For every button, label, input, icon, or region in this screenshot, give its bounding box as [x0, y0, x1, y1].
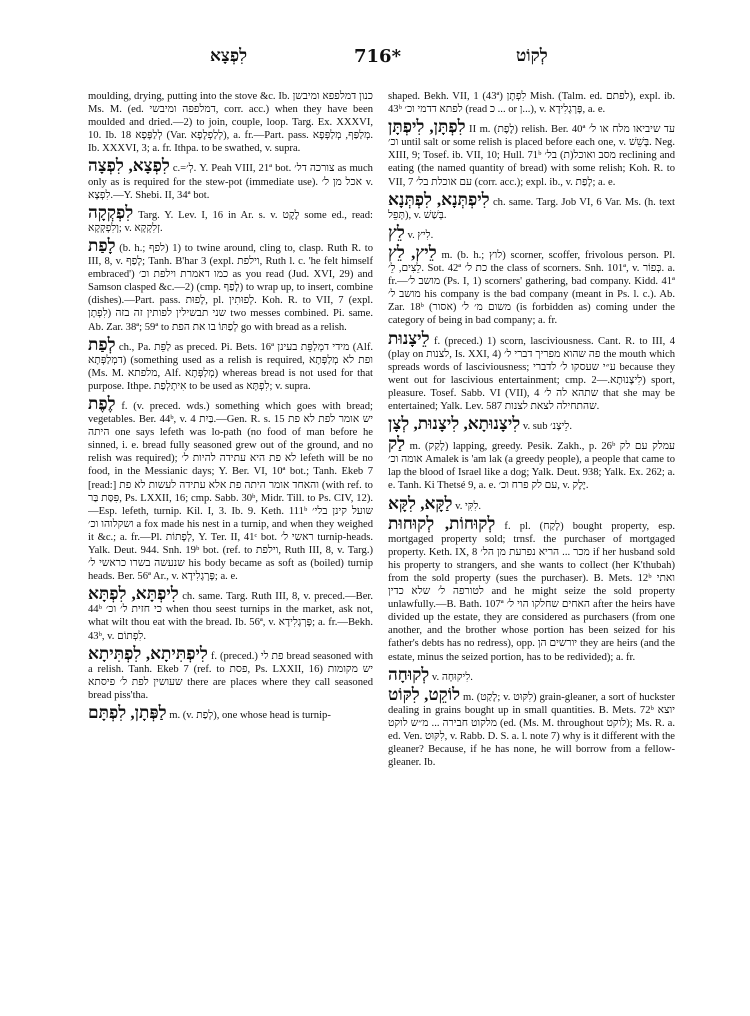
entry-headword: לַקָּא, לִקָּא — [388, 493, 453, 513]
dictionary-entry — [388, 666, 675, 684]
entry-headword: לְפַת — [88, 334, 116, 354]
entry-headword: לְקוּחָה — [388, 664, 430, 684]
entry-text: c.=לְ׳. Y. Peah VIII, 21ª bot. צורכה דל׳ as much only as is required for the stew-pot (immediate use). אכל מן ל׳ v. לִפְצָא.—Y. Shebi. II, 34ª bot. — [88, 163, 373, 201]
entry-headword: לִפְצָא, לִפְצָה — [88, 156, 170, 176]
dictionary-entry — [388, 224, 675, 242]
entry-headword: לְקוּחוֹת, לְקוּחוּת — [388, 513, 496, 533]
entry-headword: לֶפֶת — [88, 393, 116, 413]
entry-text: ch. same. Targ. Job VI, 6 Var. Ms. (h. text תָּפֵל), v. בְּשַׁשׁ. — [388, 196, 675, 221]
entry-text: v. לִקִּי. — [455, 500, 482, 512]
entry-text: shaped. Bekh. VII, 1 (43ª) לִפְתָן Mish. (Talm. ed. לפתם), expl. ib. 43ᵇ לפתא דדמי וכ׳ (read ‎כ ... or ‎ן...), v. פָּרְגָלִידָא, a. e. — [388, 91, 675, 116]
dictionary-entry — [88, 90, 373, 155]
dictionary-entry — [388, 686, 675, 770]
entry-headword: לִיצָנוּתָא, לִיצָנוּת, לְצָן — [388, 414, 521, 434]
entry-headword: לִיפְתָּא, לִפְתָּא — [88, 584, 179, 604]
entry-headword: לִיפְתְּנָא, לִפְתְּנָא — [388, 189, 490, 209]
entry-headword: לִפְקְקָה — [88, 202, 134, 222]
entry-headword: לֵיץ, לֵץ — [388, 242, 437, 262]
entry-text: f. (preced.) פת לי bread seasoned with a relish. Tanh. Ekeb 7 (ref. to פסת, Ps. LXXII, 16) יש מקומות שעושין לפת ל׳ פיסתא there are places where they call seasoned bread piss'tha. — [88, 650, 373, 701]
entry-text: II m. (לֶפֶת) relish. Ber. 40ª עד שיביאו מלח או ל׳ וכ׳ until salt or some relish is placed before each one, v. בָּשֵׁשׁ. Neg. XIII, 9; Tosef. ib. VII, 10; Hull. 71ᵇ מסב ואוכל(ת) בל׳ reclining and eating (the named quantity of bread) with some relish; Koh. R. to VII, 7 עם אוכלת בל׳ (corr. acc.); expl. ib., v. לָפַת; a. e. — [388, 124, 675, 188]
left-column — [88, 90, 373, 1005]
entry-headword: לוֹקֵט, לִקּוֹט — [388, 684, 461, 704]
entry-text: moulding, drying, putting into the stove &c. Ib. כנון דמלפפא ומיבשן Ms. M. (ed. דמלפפה ומיבשי, corr. acc.) when they have been moulded and dried.—2) to join, couple, loop. Targ. Ex. XXXVI, 10. Ib. 18 לְלַפָּפָא (Var. לְלַפְלָפָא), a. fr.—Part. pass. מְלַפַּף, מְלַפְּפָא. Ib. XXXVI, 3; a. fr. Ithpa. to be swathed, v. supra. — [88, 91, 373, 155]
dictionary-entry — [88, 157, 373, 201]
dictionary-entry — [388, 495, 675, 513]
header-right-word: לְקוֹט — [516, 46, 548, 66]
entry-text: v. sub לֵיצָנ׳. — [522, 421, 573, 433]
entry-text: m. (לָקַט; v. לִקּוּט) grain-gleaner, a sort of huckster dealing in grains bought up in small quantities. B. Mets. 72ᵇ יוצא מלקוט חבירה ... מ״ש לוקט (ed. (Ms. M. throughout לוקט); Ms. R. a. ed. Ven. לִקּוּט, v. Rabb. D. S. a. l. note 7) why is it different with the gleaner? Because, if he has none, he will borrow from a fellow-gleaner. Ib. — [388, 691, 675, 769]
entry-headword: לַפְּתָן, לִפְתָּם — [88, 703, 167, 723]
entry-headword: לֵץ — [388, 222, 405, 242]
entry-text: f. (v. preced. wds.) something which goes with bread; vegetables. Ber. 44ᵇ, v. בַּיִת 4.—Gen. R. s. 15 יש אומר לפת לא פת היתה one says lefeth was lo-path (no food of man before he sinned, i. e. bread fully seasoned grew out of the ground, and no relish was required); לא פת היא עתידה להיות ל׳ lefeth will be no food, in the Messianic days; Y. Ber. VI, 10ª bot.; Tanh. Ekeb 7 [read:] והאחד אומר היתה פת אלא עתידה לעשות לא פת (with ref. to פִּסַּת בַּר, Ps. LXXII, 16; cmp. Sabb. 30ᵇ, Midr. Till. to Ps. CIV, 12).—Esp. lefeth, turnip. Kil. I, 3. Ib. 9. Keth. 111ᵇ שועל קינן בלי׳ ושקלוהו וכ׳ a fox made his nest in a turnip, and when they weighed it &c.; a. fr.—Pl. לְפָתוֹת, Y. Ter. II, 41ᶜ bot. ראשי ל׳ turnip-heads. Yalk. Deut. 944. Snh. 19ᵇ bot. (ref. to וילפת, Ruth III, 8, v. Targ.) שנעשה בשרו כראשי ל׳ his body became as soft as (boiled) turnip heads. Ber. 56ª Ar., v. פָּרְגָלִידָא; a. e. — [88, 400, 373, 583]
entry-text: ch. same. Targ. Ruth III, 8, v. preced.—Ber. 44ᵇ כי חזית ל׳ וכ׳ when thou seest turnips in the market, ask not, what wilt thou eat with the bread. Ib. 56ª, v. פָּרְגָלִידָא; a. fr.—Bekh. 43ᵇ, v. לִפְתוֹם. — [88, 591, 373, 642]
entry-text: m. (לָקַק) lapping, greedy. Pesik. Zakh., p. 26ᵇ עמלק עם לק אומה וכ׳ Amalek is 'am lak (a greedy people), a people that came to lap the blood of Israel like a dog; Yalk. Deut. 938; Yalk. Ex. 262; a. e. Tanh. Ki Thetsé 9, a. e. עם לק פרח וכ׳, v. יֶלֶק. — [388, 441, 675, 492]
page-number: 716* — [354, 46, 401, 67]
running-header — [0, 46, 750, 72]
entry-text: m. (v. לְפַת), one whose head is turnip- — [169, 710, 331, 722]
dictionary-entry — [388, 330, 675, 414]
entry-text: (b. h.; לפף) 1) to twine around, cling to, clasp. Ruth R. to III, 8, v. לָפַף; Tanh. B'har 3 (expl. וילפת, Ruth l. c. 'he felt himself embraced') כמו דאמרת וילפת וכ׳ as you read (Jud. XVI, 29) and Samson clasped &c.—2) (cmp. לָפַף) to wrap up, to insert, combine (dishes).—Part. pass. לָפוּת, pl. לְפוּתִין. Koh. R. to VII, 7 (expl. לִפְתָן) שני תבשילין לפותין זה בזה two messes combined. Pi. same. Ab. Zar. 38ª; 59ª to לְפַתּוֹ בו את הפת go with bread as a relish. — [88, 242, 373, 333]
right-column — [388, 90, 675, 1005]
entry-headword: לֵיצָנוּת — [388, 328, 430, 348]
dictionary-entry — [388, 191, 675, 222]
dictionary-entry — [388, 435, 675, 492]
entry-text: f. pl. (לָקַח) bought property, esp. mortgaged property sold; trnsf. the purchaser of mortgaged property. Keth. IX, 8 מכר ... הריא נפרעת מן הל׳ if her husband sold his property to strangers, and she wants to collect (her K'thubah) from the sold property (sues the purchaser). B. Mets. 12ᵇ ואתי לטורפה ל׳ שלא כדין and he might seize the sold property unlawfully.—B. Bath. 107ª האחים שחלקו הוי ל׳ after the heirs have divided up the estate, they are considered as purchasers (from one another, and the brother whose portion has been seized for his father's debts has no redress), opp. יורשים הן they are heirs (and the estate, minus the seized portion, has to be redivided); a. fr. — [388, 520, 675, 663]
dictionary-entry — [88, 585, 373, 642]
entry-headword: לָפַת — [88, 235, 116, 255]
entry-text: f. (preced.) 1) scorn, lasciviousness. Cant. R. to III, 4 (play on לצנות, Is. XXI, 4) פה שהוא מפריך דברי ל׳ the mouth which spreads words of lasciviousness; ע״י שעסקו ל׳ לדברי because they went out for lascivious entertainment; cmp. לִיצָנוּתָא.—2) sport, pleasure. Tosef. Sabb. VI (VII), 4 שתהא לה ל׳ that she may be entertained; Yalk. Lev. 587 שהתחילה לצאת לצנות. — [388, 335, 675, 412]
dictionary-entry — [388, 415, 675, 433]
dictionary-entry — [88, 704, 373, 722]
dictionary-entry — [88, 204, 373, 235]
dictionary-entry — [88, 336, 373, 393]
entry-text: Targ. Y. Lev. I, 16 in Ar. s. v. לֶקֶט some ed., read: וְלִפְקְקָא; v. זְלִקְקָא. — [88, 209, 373, 234]
dictionary-entry — [88, 237, 373, 334]
entry-headword: לִפְתָּן, לִיפְתָּן — [388, 117, 466, 137]
dictionary-entry — [388, 118, 675, 188]
dictionary-entry — [388, 90, 675, 116]
dictionary-entry — [388, 515, 675, 664]
entry-text: v. לִיקוּחָה. — [431, 671, 473, 683]
dictionary-entry — [88, 645, 373, 702]
entry-headword: לִיפְתִּיתָא, לִפְתִּיתָא — [88, 643, 208, 663]
entry-text: m. (b. h.; לוץ) scorner, scoffer, frivolous person. Pl. לֵצִים, לֵ׳. Sot. 42ª כת ל׳ the class of scorners. Snh. 101ª, v. כְּפוֹר. a. fr.—מושב ל׳ (Ps. I, 1) scorners' gathering, bad company. Kidd. 41ª מושב ל׳ his company is the bad company (meant in Ps. l. c.). Ab. Zar. 18ᵇ (אסור) משום מ׳ ל׳ (is forbidden as) coming under the category of being in bad company; a. fr. — [388, 249, 675, 327]
dictionary-entry — [88, 395, 373, 583]
header-left-word: לִפְצָא — [210, 46, 248, 66]
dictionary-entry — [388, 244, 675, 328]
entry-text: v. לִיץ. — [407, 229, 434, 241]
entry-text: ch., Pa. לַפֵּת as preced. Pi. Bets. 16ª מידי דמְלַפֵּת בעינן (Alf. דמְלַפְּתָא) (something used as a relish is required, ופת לא מְלַפְּתָא (Ms. M. מלפתא, Alf. מְלַפְּתָא) whereas bread is not used for that purpose. Ithpe. אִיתְלְפַת to be used as לִפְתָּא; v. supra. — [88, 341, 373, 392]
entry-headword: לַק — [388, 434, 406, 454]
